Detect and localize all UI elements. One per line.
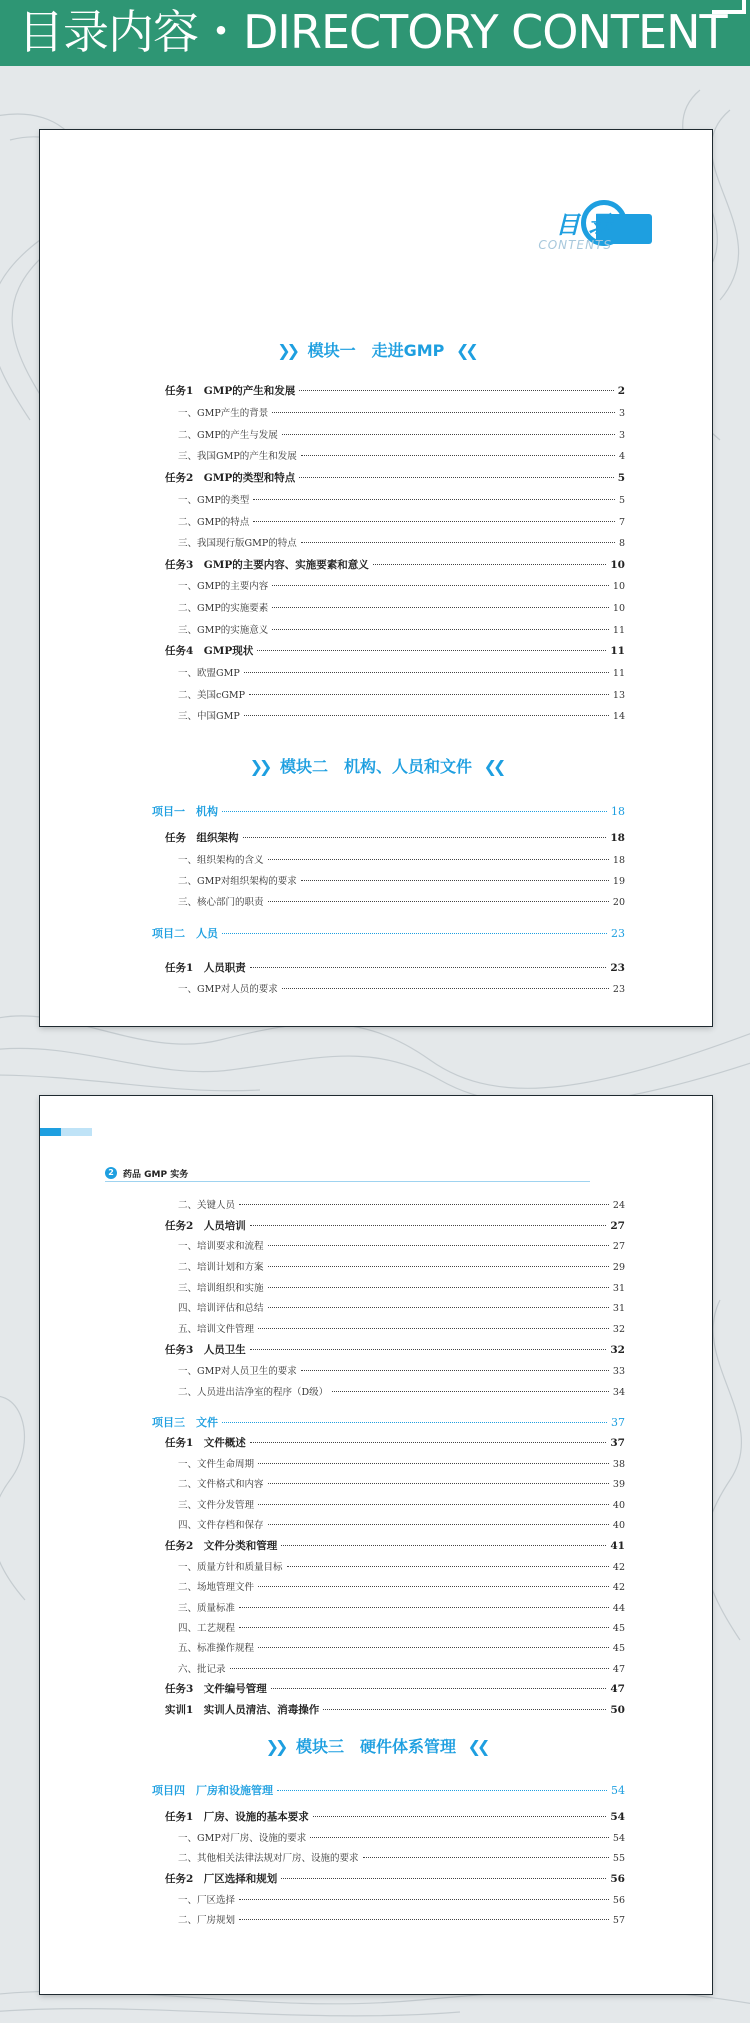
toc-entry-label: 任务1 GMP的产生和发展 xyxy=(165,385,296,397)
toc-subsection-entry xyxy=(178,578,625,592)
dot-leader xyxy=(239,1627,609,1628)
toc-subsection-entry xyxy=(178,405,625,419)
double-chevron-left-icon: ❮❮ xyxy=(467,1737,487,1756)
toc-entry-label: 二、其他相关法律法规对厂房、设施的要求 xyxy=(178,1853,359,1864)
toc-page-number: 3 xyxy=(618,408,625,419)
toc-page-number: 32 xyxy=(612,1324,625,1335)
toc-subsection-entry xyxy=(178,1476,625,1490)
toc-task-entry xyxy=(165,960,625,975)
toc-entry-label: 任务1 文件概述 xyxy=(165,1437,246,1449)
toc-entry-label: 六、批记录 xyxy=(178,1664,226,1675)
dot-leader xyxy=(250,967,607,968)
toc-entry-label: 一、GMP对人员卫生的要求 xyxy=(178,1366,297,1377)
dot-leader xyxy=(299,477,613,478)
toc-project-entry xyxy=(152,925,625,941)
toc-page-number: 8 xyxy=(618,538,625,549)
dot-leader xyxy=(268,1266,609,1267)
toc-subsection-entry xyxy=(178,873,625,887)
dot-leader xyxy=(363,1857,609,1858)
toc-entry-label: 二、厂房规划 xyxy=(178,1915,236,1926)
toc-subsection-entry xyxy=(178,1238,625,1252)
toc-subsection-entry xyxy=(178,1892,625,1906)
toc-entry-label: 任务3 GMP的主要内容、实施要素和意义 xyxy=(165,559,369,571)
toc-entry-label: 项目二 人员 xyxy=(152,927,218,940)
dot-leader xyxy=(268,1524,609,1525)
toc-page-number: 37 xyxy=(611,1416,625,1429)
book-title: 药品 GMP 实务 xyxy=(123,1169,189,1180)
toc-entry-label: 一、培训要求和流程 xyxy=(178,1241,264,1252)
toc-page-number: 23 xyxy=(612,984,625,995)
dot-leader xyxy=(253,521,615,522)
toc-project-entry xyxy=(152,1782,625,1798)
toc-entry-label: 二、GMP的产生与发展 xyxy=(178,430,278,441)
dot-leader xyxy=(271,1688,607,1689)
toc-page-number: 23 xyxy=(610,962,625,974)
dot-leader xyxy=(268,1483,609,1484)
toc-entry-label: 任务1 人员职责 xyxy=(165,962,246,974)
toc-subsection-entry xyxy=(178,1197,625,1211)
toc-page-number: 54 xyxy=(610,1811,625,1823)
toc-subsection-entry xyxy=(178,1497,625,1511)
dot-leader xyxy=(258,1328,609,1329)
toc-page-number: 47 xyxy=(610,1683,625,1695)
toc-page-number: 11 xyxy=(612,625,625,636)
dot-leader xyxy=(258,1463,609,1464)
dot-leader xyxy=(258,1586,609,1587)
dot-leader xyxy=(268,901,609,902)
toc-page-number: 55 xyxy=(612,1853,625,1864)
double-chevron-left-icon: ❮❮ xyxy=(483,757,503,776)
module-heading: ❯❯ 模块一 走进GMP ❮❮ xyxy=(277,341,475,360)
module-heading: ❯❯ 模块三 硬件体系管理 ❮❮ xyxy=(265,1737,487,1756)
dot-leader xyxy=(287,1566,609,1567)
toc-page-number: 11 xyxy=(610,645,625,657)
toc-task-entry xyxy=(165,1681,625,1696)
toc-entry-label: 一、组织架构的含义 xyxy=(178,855,264,866)
dot-leader xyxy=(301,542,615,543)
toc-entry-label: 二、场地管理文件 xyxy=(178,1582,255,1593)
dot-leader xyxy=(239,1607,609,1608)
toc-page-number: 54 xyxy=(612,1833,625,1844)
toc-subsection-entry xyxy=(178,448,625,462)
toc-subsection-entry xyxy=(178,1640,625,1654)
dot-leader xyxy=(310,1837,609,1838)
toc-subsection-entry xyxy=(178,600,625,614)
toc-subsection-entry xyxy=(178,1456,625,1470)
toc-entry-label: 三、质量标准 xyxy=(178,1603,236,1614)
toc-subsection-entry xyxy=(178,1300,625,1314)
dot-leader xyxy=(313,1816,607,1817)
dot-leader xyxy=(222,1422,607,1423)
toc-page-number: 54 xyxy=(611,1784,625,1797)
toc-page-number: 50 xyxy=(610,1704,625,1716)
toc-page-number: 45 xyxy=(612,1643,625,1654)
toc-entry-label: 一、GMP产生的背景 xyxy=(178,408,269,419)
toc-entry-label: 任务1 厂房、设施的基本要求 xyxy=(165,1811,309,1823)
toc-entry-label: 三、中国GMP xyxy=(178,711,240,722)
toc-subsection-entry xyxy=(178,1559,625,1573)
toc-entry-label: 一、GMP的主要内容 xyxy=(178,581,269,592)
dot-leader xyxy=(257,650,606,651)
toc-page-number: 5 xyxy=(617,472,625,484)
dot-leader xyxy=(239,1204,609,1205)
toc-entry-label: 二、美国cGMP xyxy=(178,690,246,701)
toc-page-number: 39 xyxy=(612,1479,625,1490)
toc-page-number: 57 xyxy=(612,1915,625,1926)
toc-task-entry xyxy=(165,1435,625,1450)
dot-leader xyxy=(281,1545,606,1546)
toc-page-number: 18 xyxy=(611,805,625,818)
toc-subsection-entry xyxy=(178,535,625,549)
dot-leader xyxy=(301,455,615,456)
dot-leader xyxy=(222,811,607,812)
toc-page-number: 37 xyxy=(610,1437,625,1449)
toc-task-entry xyxy=(165,1871,625,1886)
toc-page-number: 33 xyxy=(612,1366,625,1377)
toc-task-entry xyxy=(165,1538,625,1553)
contents-page-2 xyxy=(40,1096,712,1994)
toc-task-entry xyxy=(165,383,625,398)
toc-page-number: 47 xyxy=(612,1664,625,1675)
contents-title-cn: 目 录 xyxy=(555,211,612,239)
toc-page-number: 31 xyxy=(612,1303,625,1314)
toc-page-number: 40 xyxy=(612,1500,625,1511)
toc-entry-label: 三、核心部门的职责 xyxy=(178,897,264,908)
dot-leader xyxy=(250,1442,607,1443)
dot-leader xyxy=(244,715,609,716)
toc-entry-label: 三、培训组织和实施 xyxy=(178,1283,264,1294)
contents-page-1 xyxy=(40,130,712,1026)
toc-page-number: 10 xyxy=(610,559,625,571)
dot-leader xyxy=(250,1349,607,1350)
toc-entry-label: 二、培训计划和方案 xyxy=(178,1262,264,1273)
dot-leader xyxy=(272,412,615,413)
double-chevron-right-icon: ❯❯ xyxy=(249,757,269,776)
toc-entry-label: 一、文件生命周期 xyxy=(178,1459,255,1470)
toc-subsection-entry xyxy=(178,1259,625,1273)
dot-leader xyxy=(301,1370,609,1371)
toc-task-entry xyxy=(165,1218,625,1233)
toc-page-number: 44 xyxy=(612,1603,625,1614)
toc-page-number: 56 xyxy=(610,1873,625,1885)
toc-entry-label: 二、关键人员 xyxy=(178,1200,236,1211)
header-banner xyxy=(0,0,750,66)
dot-leader xyxy=(244,672,609,673)
toc-task-entry xyxy=(165,643,625,658)
dot-leader xyxy=(222,933,607,934)
toc-page-number: 27 xyxy=(612,1241,625,1252)
toc-project-entry xyxy=(152,803,625,819)
dot-leader xyxy=(272,607,609,608)
dot-leader xyxy=(250,1225,607,1226)
toc-page-number: 41 xyxy=(610,1540,625,1552)
toc-subsection-entry xyxy=(178,1579,625,1593)
toc-subsection-entry xyxy=(178,492,625,506)
toc-entry-label: 一、GMP对厂房、设施的要求 xyxy=(178,1833,307,1844)
toc-page-number: 13 xyxy=(612,690,625,701)
toc-subsection-entry xyxy=(178,852,625,866)
dot-leader xyxy=(239,1899,609,1900)
dot-leader xyxy=(332,1391,609,1392)
toc-page-number: 2 xyxy=(617,385,625,397)
double-chevron-right-icon: ❯❯ xyxy=(277,341,297,360)
toc-page-number: 34 xyxy=(612,1387,625,1398)
toc-subsection-entry xyxy=(178,1912,625,1926)
double-chevron-left-icon: ❮❮ xyxy=(455,341,475,360)
dot-leader xyxy=(268,1307,609,1308)
toc-page-number: 45 xyxy=(612,1623,625,1634)
dot-leader xyxy=(258,1647,609,1648)
toc-entry-label: 任务2 文件分类和管理 xyxy=(165,1540,278,1552)
dot-leader xyxy=(249,694,609,695)
toc-entry-label: 任务2 厂区选择和规划 xyxy=(165,1873,278,1885)
dot-leader xyxy=(323,1709,606,1710)
toc-entry-label: 任务2 人员培训 xyxy=(165,1220,246,1232)
dot-leader xyxy=(281,1878,606,1879)
dot-leader xyxy=(282,988,609,989)
dot-leader xyxy=(268,859,609,860)
toc-entry-label: 三、我国GMP的产生和发展 xyxy=(178,451,297,462)
toc-entry-label: 一、质量方针和质量目标 xyxy=(178,1562,283,1573)
toc-page-number: 27 xyxy=(610,1220,625,1232)
toc-subsection-entry xyxy=(178,1321,625,1335)
toc-entry-label: 二、GMP对组织架构的要求 xyxy=(178,876,297,887)
toc-subsection-entry xyxy=(178,665,625,679)
toc-task-entry xyxy=(165,1809,625,1824)
contents-title-en: CONTENTS xyxy=(538,238,612,252)
dot-leader xyxy=(239,1919,609,1920)
toc-task-entry xyxy=(165,1702,625,1717)
toc-entry-label: 一、欧盟GMP xyxy=(178,668,240,679)
toc-page-number: 3 xyxy=(618,430,625,441)
toc-entry-label: 四、培训评估和总结 xyxy=(178,1303,264,1314)
toc-entry-label: 任务 组织架构 xyxy=(165,832,239,844)
toc-subsection-entry xyxy=(178,1620,625,1634)
dot-leader xyxy=(272,585,609,586)
toc-subsection-entry xyxy=(178,981,625,995)
dot-leader xyxy=(277,1790,607,1791)
toc-page-number: 20 xyxy=(612,897,625,908)
toc-entry-label: 二、GMP的特点 xyxy=(178,517,250,528)
toc-subsection-entry xyxy=(178,1280,625,1294)
dot-leader xyxy=(301,880,609,881)
header-title: 目录内容・DIRECTORY CONTENT xyxy=(18,5,727,59)
running-header xyxy=(105,1166,188,1180)
dot-leader xyxy=(230,1668,609,1669)
toc-entry-label: 实训1 实训人员清洁、消毒操作 xyxy=(165,1704,320,1716)
toc-entry-label: 二、人员进出洁净室的程序（D级） xyxy=(178,1387,329,1398)
contents-title xyxy=(502,212,612,252)
toc-page-number: 18 xyxy=(612,855,625,866)
toc-entry-label: 四、文件存档和保存 xyxy=(178,1520,264,1531)
toc-page-number: 19 xyxy=(612,876,625,887)
dot-leader xyxy=(272,629,609,630)
toc-page-number: 18 xyxy=(610,832,625,844)
toc-page-number: 31 xyxy=(612,1283,625,1294)
toc-entry-label: 一、GMP对人员的要求 xyxy=(178,984,278,995)
toc-entry-label: 项目三 文件 xyxy=(152,1416,218,1429)
toc-subsection-entry xyxy=(178,1517,625,1531)
toc-page-number: 10 xyxy=(612,603,625,614)
toc-entry-label: 五、标准操作规程 xyxy=(178,1643,255,1654)
toc-entry-label: 二、文件格式和内容 xyxy=(178,1479,264,1490)
toc-entry-label: 三、GMP的实施意义 xyxy=(178,625,269,636)
toc-entry-label: 二、GMP的实施要素 xyxy=(178,603,269,614)
toc-page-number: 42 xyxy=(612,1582,625,1593)
toc-page-number: 29 xyxy=(612,1262,625,1273)
page-corner-stripe xyxy=(40,1128,92,1136)
toc-subsection-entry xyxy=(178,687,625,701)
toc-subsection-entry xyxy=(178,1850,625,1864)
toc-entry-label: 项目四 厂房和设施管理 xyxy=(152,1784,273,1797)
toc-page-number: 56 xyxy=(612,1895,625,1906)
toc-subsection-entry xyxy=(178,514,625,528)
dot-leader xyxy=(253,499,615,500)
dot-leader xyxy=(282,434,615,435)
dot-leader xyxy=(268,1245,609,1246)
dot-leader xyxy=(258,1504,609,1505)
dot-leader xyxy=(299,390,613,391)
toc-subsection-entry xyxy=(178,622,625,636)
toc-subsection-entry xyxy=(178,1830,625,1844)
toc-subsection-entry xyxy=(178,1384,625,1398)
toc-entry-label: 项目一 机构 xyxy=(152,805,218,818)
toc-subsection-entry xyxy=(178,1600,625,1614)
toc-page-number: 7 xyxy=(618,517,625,528)
toc-subsection-entry xyxy=(178,1661,625,1675)
dot-leader xyxy=(268,1287,609,1288)
corner-bracket-icon xyxy=(712,0,746,14)
toc-entry-label: 任务3 人员卫生 xyxy=(165,1344,246,1356)
double-chevron-right-icon: ❯❯ xyxy=(265,1737,285,1756)
toc-page-number: 23 xyxy=(611,927,625,940)
toc-subsection-entry xyxy=(178,427,625,441)
toc-subsection-entry xyxy=(178,1363,625,1377)
toc-entry-label: 一、厂区选择 xyxy=(178,1895,236,1906)
header-rule xyxy=(105,1181,590,1182)
toc-page-number: 40 xyxy=(612,1520,625,1531)
toc-project-entry xyxy=(152,1414,625,1430)
dot-leader xyxy=(243,837,607,838)
page-number-badge: 2 xyxy=(105,1167,117,1179)
toc-page-number: 24 xyxy=(612,1200,625,1211)
toc-page-number: 11 xyxy=(612,668,625,679)
toc-task-entry xyxy=(165,1342,625,1357)
toc-task-entry xyxy=(165,557,625,572)
toc-entry-label: 任务4 GMP现状 xyxy=(165,645,254,657)
toc-subsection-entry xyxy=(178,894,625,908)
toc-page-number: 32 xyxy=(610,1344,625,1356)
toc-page-number: 10 xyxy=(612,581,625,592)
toc-page-number: 42 xyxy=(612,1562,625,1573)
toc-entry-label: 三、我国现行版GMP的特点 xyxy=(178,538,297,549)
toc-entry-label: 四、工艺规程 xyxy=(178,1623,236,1634)
toc-task-entry xyxy=(165,830,625,845)
dot-leader xyxy=(373,564,607,565)
toc-page-number: 38 xyxy=(612,1459,625,1470)
toc-page-number: 5 xyxy=(618,495,625,506)
toc-entry-label: 任务2 GMP的类型和特点 xyxy=(165,472,296,484)
toc-subsection-entry xyxy=(178,708,625,722)
toc-page-number: 14 xyxy=(612,711,625,722)
toc-task-entry xyxy=(165,470,625,485)
module-heading: ❯❯ 模块二 机构、人员和文件 ❮❮ xyxy=(249,757,503,776)
toc-page-number: 4 xyxy=(618,451,625,462)
toc-entry-label: 三、文件分发管理 xyxy=(178,1500,255,1511)
toc-entry-label: 任务3 文件编号管理 xyxy=(165,1683,267,1695)
toc-entry-label: 一、GMP的类型 xyxy=(178,495,250,506)
toc-entry-label: 五、培训文件管理 xyxy=(178,1324,255,1335)
